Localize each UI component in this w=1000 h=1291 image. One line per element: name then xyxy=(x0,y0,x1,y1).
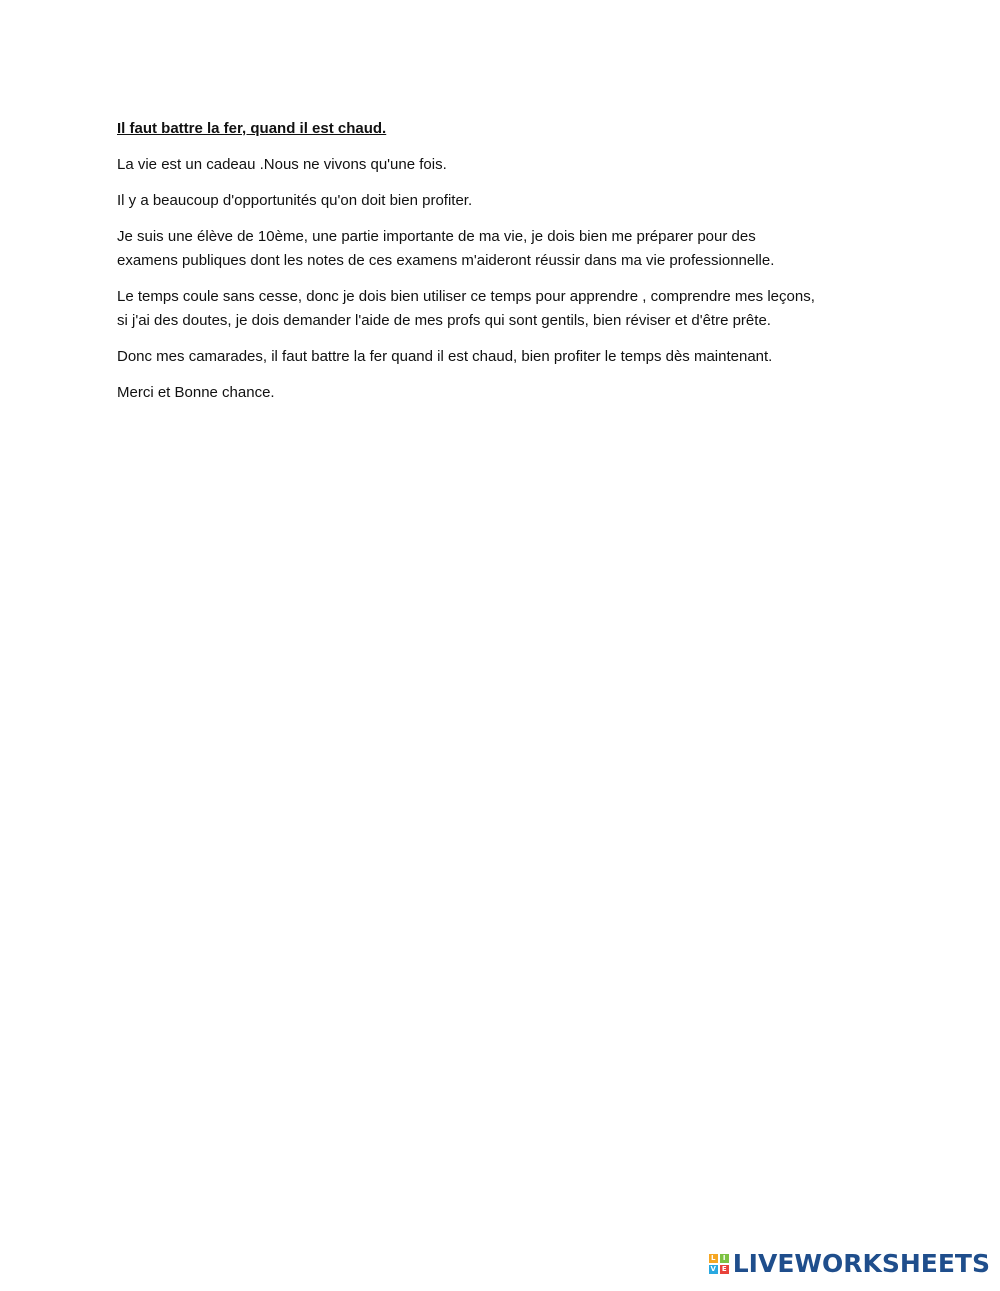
paragraph-line: Il y a beaucoup d'opportunités qu'on doit bien profiter. xyxy=(117,192,473,209)
logo-letter-v: V xyxy=(710,1265,716,1273)
logo-letter-i: I xyxy=(720,1254,729,1263)
paragraph-line: examens publiques dont les notes de ces examens m'aideront réussir dans ma vie professionnelle. xyxy=(117,252,775,269)
logo-letter-e: E xyxy=(720,1265,729,1274)
logo-letter-l: L xyxy=(709,1254,718,1263)
document-body xyxy=(117,117,897,417)
paragraph-line: si j'ai des doutes, je dois demander l'aide de mes profs qui sont gentils, bien réviser et d'être prête. xyxy=(117,312,771,329)
paragraph-line: Je suis une élève de 10ème, une partie importante de ma vie, je dois bien me préparer pour des xyxy=(117,228,756,245)
paragraph-1 xyxy=(117,153,897,177)
paragraph-6 xyxy=(117,381,897,405)
paragraph-line: Le temps coule sans cesse, donc je dois bien utiliser ce temps pour apprendre , comprendre mes leçons, xyxy=(117,288,815,305)
document-title: Il faut battre la fer, quand il est chaud. xyxy=(117,120,387,137)
paragraph-line: Merci et Bonne chance. xyxy=(117,384,275,401)
paragraph-5 xyxy=(117,345,897,369)
paragraph-4 xyxy=(117,285,897,333)
logo-text: LIVEWORKSHEETS xyxy=(732,1249,990,1278)
logo-mark-icon xyxy=(709,1254,729,1274)
paragraph-2 xyxy=(117,189,897,213)
paragraph-line: Donc mes camarades, il faut battre la fer quand il est chaud, bien profiter le temps dès maintenant. xyxy=(117,348,773,365)
liveworksheets-logo xyxy=(709,1251,990,1277)
paragraph-line: La vie est un cadeau .Nous ne vivons qu'une fois. xyxy=(117,156,447,173)
paragraph-3 xyxy=(117,225,897,273)
